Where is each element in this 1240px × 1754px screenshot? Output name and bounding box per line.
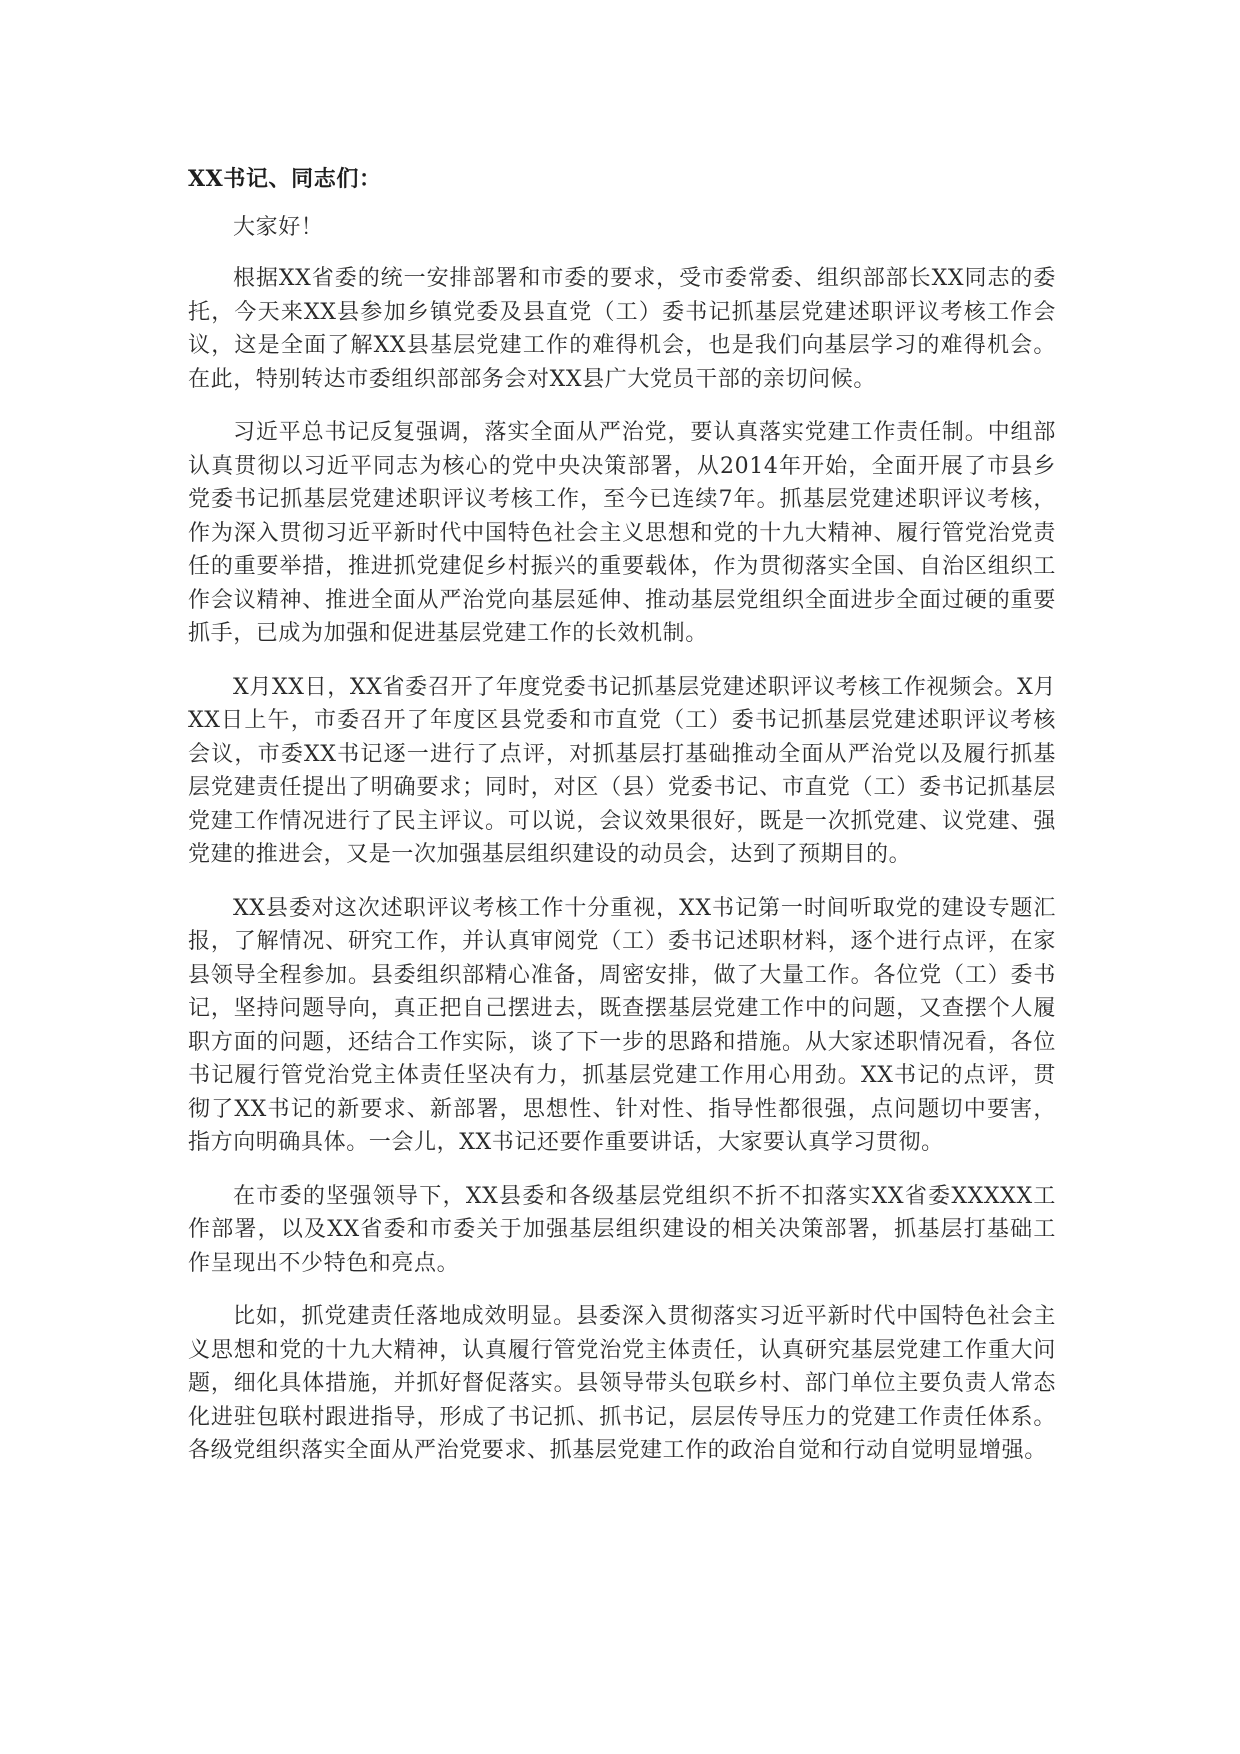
- paragraph-leadership: 在市委的坚强领导下，XX县委和各级基层党组织不折不扣落实XX省委XXXXX工作部署，以及XX省委和市委关于加强基层组织建设的相关决策部署，抓基层打基础工作呈现出不少特色和亮点。: [188, 1183, 1056, 1276]
- paragraph-meetings: X月XX日，XX省委召开了年度党委书记抓基层党建述职评议考核工作视频会。X月XX日上午，市委召开了年度区县党委和市直党（工）委书记抓基层党建述职评议考核会议，市委XX书记逐一进行了点评，对抓基层打基础推动全面从严治党以及履行抓基层党建责任提出了明确要求；同时，对区（县）党委书记、市直党（工）委书记抓基层党建工作情况进行了民主评议。可以说，会议效果很好，既是一次抓党建、议党建、强党建的推进会，又是一次加强基层组织建设的动员会，达到了预期目的。: [188, 674, 1056, 867]
- greeting: 大家好！: [233, 214, 324, 240]
- paragraph-responsibility-system: 习近平总书记反复强调，落实全面从严治党，要认真落实党建工作责任制。中组部认真贯彻以习近平同志为核心的党中央决策部署，从2014年开始，全面开展了市县乡党委书记抓基层党建述职评议考核工作，至今已连续7年。抓基层党建述职评议考核，作为深入贯彻习近平新时代中国特色社会主义思想和党的十九大精神、履行管党治党责任的重要举措，推进抓党建促乡村振兴的重要载体，作为贯彻落实全国、自治区组织工作会议精神、推进全面从严治党向基层延伸、推动基层党组织全面进步全面过硬的重要抓手，已成为加强和促进基层党建工作的长效机制。: [188, 420, 1056, 646]
- document-page: [188, 163, 1056, 1488]
- salutation: XX书记、同志们：: [188, 166, 382, 192]
- paragraph-county-work: XX县委对这次述职评议考核工作十分重视，XX书记第一时间听取党的建设专题汇报，了解情况、研究工作，并认真审阅党（工）委书记述职材料，逐个进行点评，在家县领导全程参加。县委组织部精心准备，周密安排，做了大量工作。各位党（工）委书记，坚持问题导向，真正把自己摆进去，既查摆基层党建工作中的问题，又查摆个人履职方面的问题，还结合工作实际，谈了下一步的思路和措施。从大家述职情况看，各位书记履行管党治党主体责任坚决有力，抓基层党建工作用心用劲。XX书记的点评，贯彻了XX书记的新要求、新部署，思想性、针对性、指导性都很强，点问题切中要害，指方向明确具体。一会儿，XX书记还要作重要讲话，大家要认真学习贯彻。: [188, 895, 1056, 1155]
- paragraph-example: 比如，抓党建责任落地成效明显。县委深入贯彻落实习近平新时代中国特色社会主义思想和党的十九大精神，认真履行管党治党主体责任，认真研究基层党建工作重大问题，细化具体措施，并抓好督促落实。县领导带头包联乡村、部门单位主要负责人常态化进驻包联村跟进指导，形成了书记抓、抓书记，层层传导压力的党建工作责任体系。各级党组织落实全面从严治党要求、抓基层党建工作的政治自觉和行动自觉明显增强。: [188, 1304, 1056, 1463]
- paragraph-intro: 根据XX省委的统一安排部署和市委的要求，受市委常委、组织部部长XX同志的委托，今天来XX县参加乡镇党委及县直党（工）委书记抓基层党建述职评议考核工作会议，这是全面了解XX县基层党建工作的难得机会，也是我们向基层学习的难得机会。在此，特别转达市委组织部部务会对XX县广大党员干部的亲切问候。: [188, 266, 1056, 392]
